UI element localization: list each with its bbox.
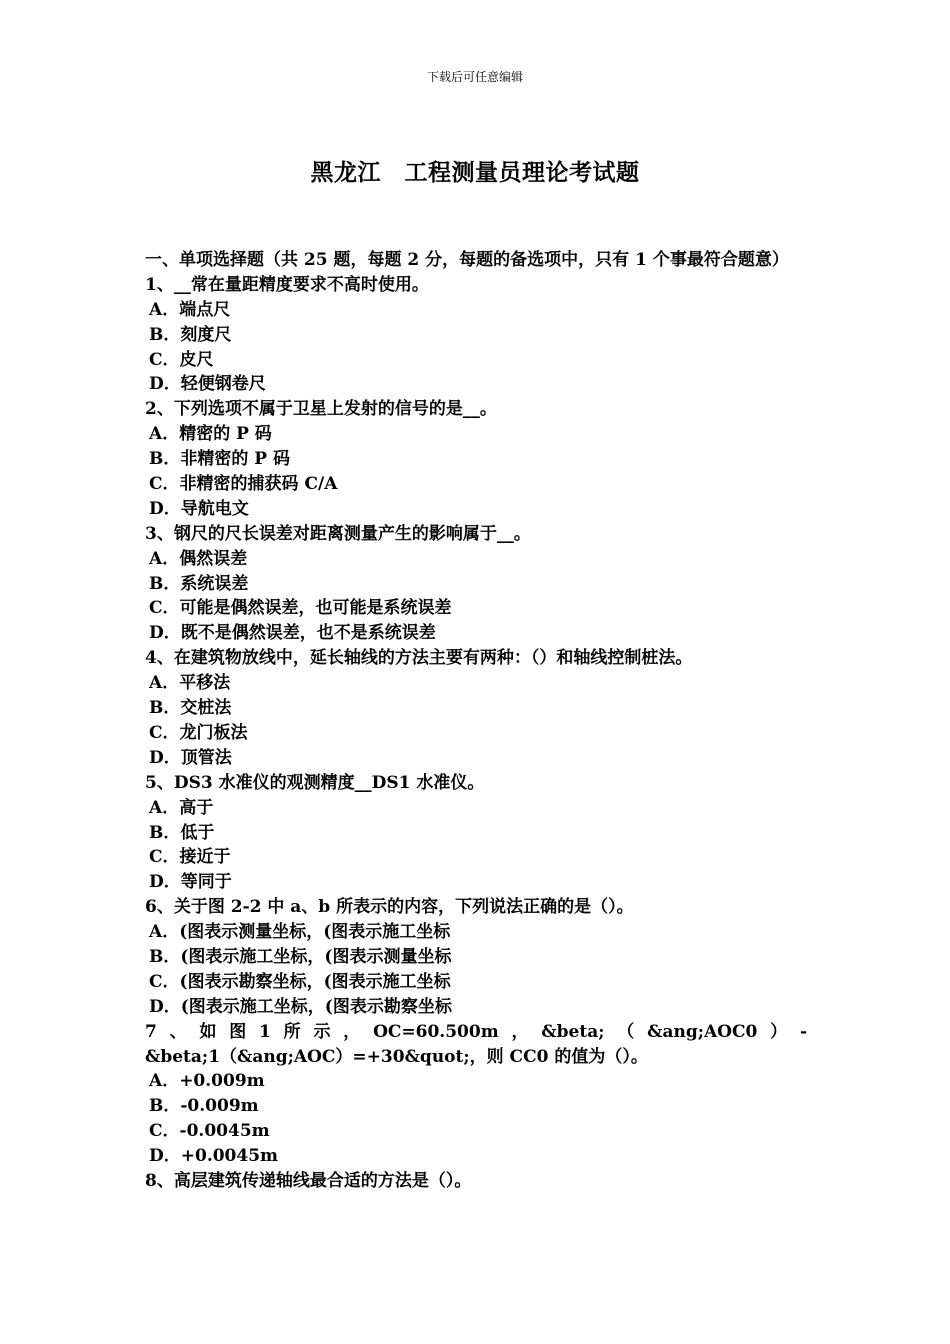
q7-token: 1 — [259, 1021, 271, 1042]
q7-token: 7 — [145, 1021, 157, 1042]
q7-token: 如 — [199, 1021, 217, 1042]
question-6-stem: 6、关于图 2-2 中 a、b 所表示的内容，下列说法正确的是（）。 — [145, 897, 634, 918]
question-8-stem: 8、高层建筑传递轴线最合适的方法是（）。 — [145, 1170, 472, 1191]
question-3-option-b: B．系统误差 — [149, 573, 249, 594]
question-5-option-a: A．高于 — [149, 797, 214, 818]
question-7-option-b: B．-0.009m — [149, 1096, 259, 1117]
q7-token: OC=60.500m — [373, 1021, 499, 1042]
question-6-option-c: C．(图表示勘察坐标，(图表示施工坐标 — [149, 971, 451, 992]
question-1-option-d: D．轻便钢卷尺 — [149, 374, 266, 395]
q7-token: ， — [511, 1021, 529, 1042]
question-3-option-a: A．偶然误差 — [149, 548, 248, 569]
question-7-option-c: C．-0.0045m — [149, 1121, 270, 1142]
question-7-option-a: A．+0.009m — [149, 1071, 265, 1092]
question-7-stem-line-1 — [145, 1020, 807, 1045]
question-1-stem: 1、__常在量距精度要求不高时使用。 — [145, 274, 429, 295]
question-1-option-b: B．刻度尺 — [149, 324, 232, 345]
question-7-option-d: D．+0.0045m — [149, 1146, 279, 1167]
question-4-option-b: B．交桩法 — [149, 698, 232, 719]
question-1-option-c: C．皮尺 — [149, 349, 214, 370]
question-5-option-b: B．低于 — [149, 822, 215, 843]
question-4-option-d: D．顶管法 — [149, 747, 232, 768]
q7-token: 所 — [283, 1021, 301, 1042]
question-3-option-c: C．可能是偶然误差，也可能是系统误差 — [149, 598, 452, 619]
q7-token: （ — [617, 1021, 635, 1042]
q7-token: 、 — [169, 1021, 187, 1042]
q7-token: &beta; — [541, 1021, 605, 1042]
q7-token: ） — [770, 1021, 788, 1042]
q7-token: &ang;AOC0 — [647, 1021, 758, 1042]
q7-token: ， — [343, 1021, 361, 1042]
exam-content — [145, 248, 807, 1194]
question-2-option-b: B．非精密的 P 码 — [149, 449, 290, 470]
question-5-option-c: C．接近于 — [149, 847, 231, 868]
question-5-option-d: D．等同于 — [149, 872, 232, 893]
q7-token: 图 — [229, 1021, 247, 1042]
question-4-option-a: A．平移法 — [149, 673, 231, 694]
document-title: 黑龙江 工程测量员理论考试题 — [310, 159, 640, 186]
question-6-option-b: B．(图表示施工坐标，(图表示测量坐标 — [149, 946, 452, 967]
question-2-stem: 2、下列选项不属于卫星上发射的信号的是__。 — [145, 399, 497, 420]
question-4-option-c: C．龙门板法 — [149, 722, 248, 743]
q7-token: 示 — [313, 1021, 331, 1042]
question-2-option-d: D．导航电文 — [149, 498, 249, 519]
question-2-option-c: C．非精密的捕获码 C/A — [149, 474, 338, 495]
question-3-stem: 3、钢尺的尺长误差对距离测量产生的影响属于__。 — [145, 523, 531, 544]
question-2-option-a: A．精密的 P 码 — [149, 424, 272, 445]
question-7-stem-line-2: &beta;1（&ang;AOC）=+30&quot;，则 CC0 的值为（）。 — [145, 1046, 648, 1067]
question-4-stem: 4、在建筑物放线中，延长轴线的方法主要有两种：（）和轴线控制桩法。 — [145, 648, 693, 669]
question-6-option-d: D．(图表示施工坐标，(图表示勘察坐标 — [149, 996, 452, 1017]
header-note: 下载后可任意编辑 — [426, 70, 523, 84]
section-heading: 一、单项选择题（共 25 题，每题 2 分，每题的备选项中，只有 1 个事最符合题意） — [145, 250, 789, 270]
question-5-stem: 5、DS3 水准仪的观测精度__DS1 水准仪。 — [145, 772, 485, 793]
question-3-option-d: D．既不是偶然误差，也不是系统误差 — [149, 623, 436, 644]
question-1-option-a: A．端点尺 — [149, 299, 231, 320]
question-6-option-a: A．(图表示测量坐标，(图表示施工坐标 — [149, 922, 451, 943]
q7-token: - — [799, 1021, 807, 1042]
